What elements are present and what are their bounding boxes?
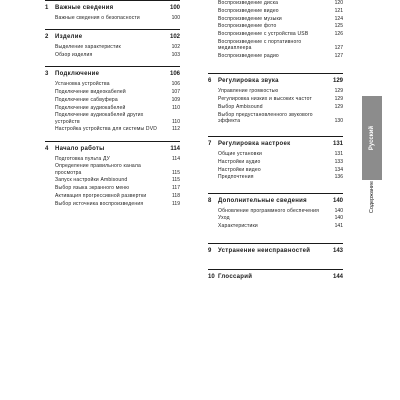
entry-page: 109 <box>171 96 180 103</box>
toc-left-column <box>45 0 180 215</box>
toc-entry[interactable] <box>45 177 180 183</box>
section-title: Устранение неисправностей <box>218 248 311 255</box>
section-page: 131 <box>332 140 343 147</box>
toc-section <box>45 141 180 207</box>
toc-section <box>45 0 180 21</box>
entry-page: 121 <box>334 7 343 14</box>
toc-entry[interactable] <box>208 215 343 221</box>
toc-entry[interactable] <box>208 167 343 173</box>
toc-entry[interactable] <box>45 201 180 207</box>
entry-title: Воспроизведение видео <box>218 7 279 14</box>
entry-page: 126 <box>334 31 343 38</box>
section-page: 100 <box>169 5 180 11</box>
entry-title: Подготовка пульта ДУ <box>55 155 110 162</box>
section-title: Глоссарий <box>218 274 253 281</box>
section-heading[interactable] <box>208 136 343 148</box>
entry-title: Выбор предустановленного звукового эффекта <box>218 111 313 124</box>
entry-page: 140 <box>334 215 343 222</box>
entry-page: 130 <box>334 117 343 124</box>
entry-title: Определение правильного канала просмотра <box>55 163 141 176</box>
entry-title: Выбор источника воспроизведения <box>55 200 144 207</box>
toc-entry[interactable] <box>208 174 343 180</box>
entry-title: Воспроизведение музыки <box>218 15 282 22</box>
entry-title: Выделение характеристик <box>55 44 121 51</box>
entry-page: 131 <box>334 150 343 157</box>
toc-section <box>208 269 343 281</box>
entry-page: 114 <box>172 155 180 162</box>
toc-section <box>208 73 343 124</box>
entry-page: 119 <box>172 200 180 207</box>
entry-page: 134 <box>334 166 343 173</box>
entry-page: 129 <box>334 103 343 110</box>
entry-page: 107 <box>171 89 180 95</box>
section-page: 129 <box>332 78 343 85</box>
entry-page: 115 <box>172 177 180 184</box>
language-tab[interactable] <box>362 96 382 180</box>
section-page: 143 <box>332 248 343 255</box>
section-page: 114 <box>170 145 180 152</box>
entry-title: Регулировка низких и высоких частот <box>218 95 312 102</box>
toc-entry[interactable] <box>208 39 343 51</box>
entry-page: 129 <box>334 95 343 102</box>
toc-section <box>45 66 180 132</box>
entry-title: Воспроизведение диска <box>218 0 279 6</box>
entry-title: Воспроизведение с портативного медиаплеера <box>218 38 302 52</box>
entry-title: Запуск настройки Ambisound <box>55 177 128 184</box>
entry-title: Характеристики <box>218 223 258 230</box>
section-heading[interactable] <box>208 73 343 85</box>
entry-title: Подключение аудиокабелей <box>55 104 126 111</box>
entry-title: Важные сведения о безопасности <box>55 15 140 21</box>
entry-title: Воспроизведение радио <box>218 52 279 59</box>
toc-entry[interactable] <box>45 193 180 199</box>
toc-entry[interactable] <box>208 0 343 6</box>
section-title: Подключение <box>55 71 100 78</box>
section-title: Изделие <box>55 34 83 41</box>
section-heading[interactable] <box>208 243 343 255</box>
entry-title: Воспроизведение фото <box>218 23 277 30</box>
entry-title: Подключение аудиокабелей других устройств <box>55 112 144 125</box>
toc-entry[interactable] <box>208 96 343 102</box>
section-number: 1 <box>45 5 49 11</box>
toc-entry[interactable] <box>208 53 343 59</box>
entry-page: 125 <box>334 23 343 30</box>
toc-entry[interactable] <box>45 126 180 132</box>
toc-entry[interactable] <box>208 208 343 214</box>
section-heading[interactable] <box>45 29 180 41</box>
toc-entry[interactable] <box>208 159 343 165</box>
entry-title: Воспроизведение с устройства USB <box>218 31 309 38</box>
toc-entry[interactable] <box>45 185 180 191</box>
entry-page: 124 <box>334 15 343 22</box>
section-title: Начало работы <box>55 145 105 152</box>
toc-entry[interactable] <box>45 112 180 124</box>
entry-title: Обновление программного обеспечения <box>218 207 320 214</box>
language-tab-label: Русский <box>369 125 375 151</box>
section-heading[interactable] <box>45 0 180 12</box>
section-number: 9 <box>208 248 212 255</box>
toc-entry[interactable] <box>208 223 343 229</box>
section-page: 102 <box>169 34 180 41</box>
entry-title: Подключение сабвуфера <box>55 96 118 103</box>
section-number: 6 <box>208 78 212 85</box>
entry-page: 106 <box>171 81 180 88</box>
toc-entry[interactable] <box>45 52 180 58</box>
entry-title: Активация прогрессивной развертки <box>55 192 147 199</box>
section-number: 10 <box>208 274 215 281</box>
entry-page: 140 <box>334 207 343 214</box>
entry-title: Выбор Ambisound <box>218 103 263 110</box>
section-title: Важные сведения <box>55 5 114 11</box>
toc-entry[interactable] <box>208 31 343 37</box>
toc-section <box>208 136 343 181</box>
entry-page: 118 <box>172 192 180 199</box>
section-title: Регулировка звука <box>218 78 279 85</box>
toc-entry[interactable] <box>208 151 343 157</box>
entry-page: 100 <box>171 15 180 21</box>
toc-section <box>208 243 343 255</box>
toc-section <box>45 29 180 58</box>
toc-entry[interactable] <box>208 8 343 14</box>
toc-right-column <box>208 0 343 289</box>
section-page: 144 <box>332 274 343 281</box>
section-number: 7 <box>208 140 212 147</box>
section-page: 140 <box>332 197 343 204</box>
section-number: 2 <box>45 34 49 41</box>
entry-page: 102 <box>171 44 180 51</box>
section-title: Регулировка настроек <box>218 140 291 147</box>
entry-page: 112 <box>172 126 180 133</box>
entry-title: Обзор изделия <box>55 52 93 58</box>
section-heading[interactable] <box>208 193 343 205</box>
toc-entry[interactable] <box>45 89 180 95</box>
toc-entry[interactable] <box>208 88 343 94</box>
entry-title: Управление громкостью <box>218 88 279 95</box>
section-heading[interactable] <box>208 269 343 281</box>
entry-page: 127 <box>334 52 343 59</box>
entry-page: 141 <box>334 223 343 230</box>
toc-section <box>208 193 343 230</box>
toc-continued-entries <box>208 0 343 59</box>
section-number: 8 <box>208 197 212 204</box>
toc-entry[interactable] <box>45 97 180 103</box>
section-heading[interactable] <box>45 66 180 78</box>
entry-page: 103 <box>171 52 180 58</box>
section-title: Дополнительные сведения <box>218 197 307 204</box>
entry-title: Настройки видео <box>218 166 261 173</box>
entry-title: Подключение видеокабелей <box>55 89 126 95</box>
entry-title: Настройки аудио <box>218 158 261 165</box>
entry-page: 127 <box>334 45 343 52</box>
toc-entry[interactable] <box>45 163 180 175</box>
toc-entry[interactable] <box>45 81 180 87</box>
entry-page: 110 <box>172 104 180 111</box>
toc-entry[interactable] <box>45 15 180 21</box>
toc-entry[interactable] <box>45 156 180 162</box>
section-side-label <box>362 180 382 214</box>
section-page: 106 <box>169 71 180 78</box>
toc-entry[interactable] <box>208 16 343 22</box>
entry-page: 136 <box>334 174 343 181</box>
entry-title: Установка устройства <box>55 81 110 88</box>
toc-entry[interactable] <box>208 104 343 110</box>
entry-title: Общие установки <box>218 150 262 157</box>
section-number: 3 <box>45 71 49 78</box>
entry-page: 117 <box>172 185 180 192</box>
entry-page: 110 <box>172 118 180 125</box>
toc-entry[interactable] <box>45 105 180 111</box>
section-number: 4 <box>45 145 49 152</box>
entry-title: Предпочтения <box>218 174 254 181</box>
entry-title: Уход <box>218 215 230 222</box>
entry-page: 120 <box>334 0 343 6</box>
toc-entry[interactable] <box>208 112 343 124</box>
entry-page: 115 <box>172 169 180 176</box>
section-side-label-text: Содержание <box>369 180 375 214</box>
entry-page: 133 <box>334 158 343 165</box>
section-heading[interactable] <box>45 141 180 153</box>
entry-title: Настройка устройства для системы DVD <box>55 126 158 133</box>
entry-page: 129 <box>334 88 343 95</box>
toc-entry[interactable] <box>45 44 180 50</box>
entry-title: Выбор языка экранного меню <box>55 185 130 192</box>
toc-entry[interactable] <box>208 23 343 29</box>
